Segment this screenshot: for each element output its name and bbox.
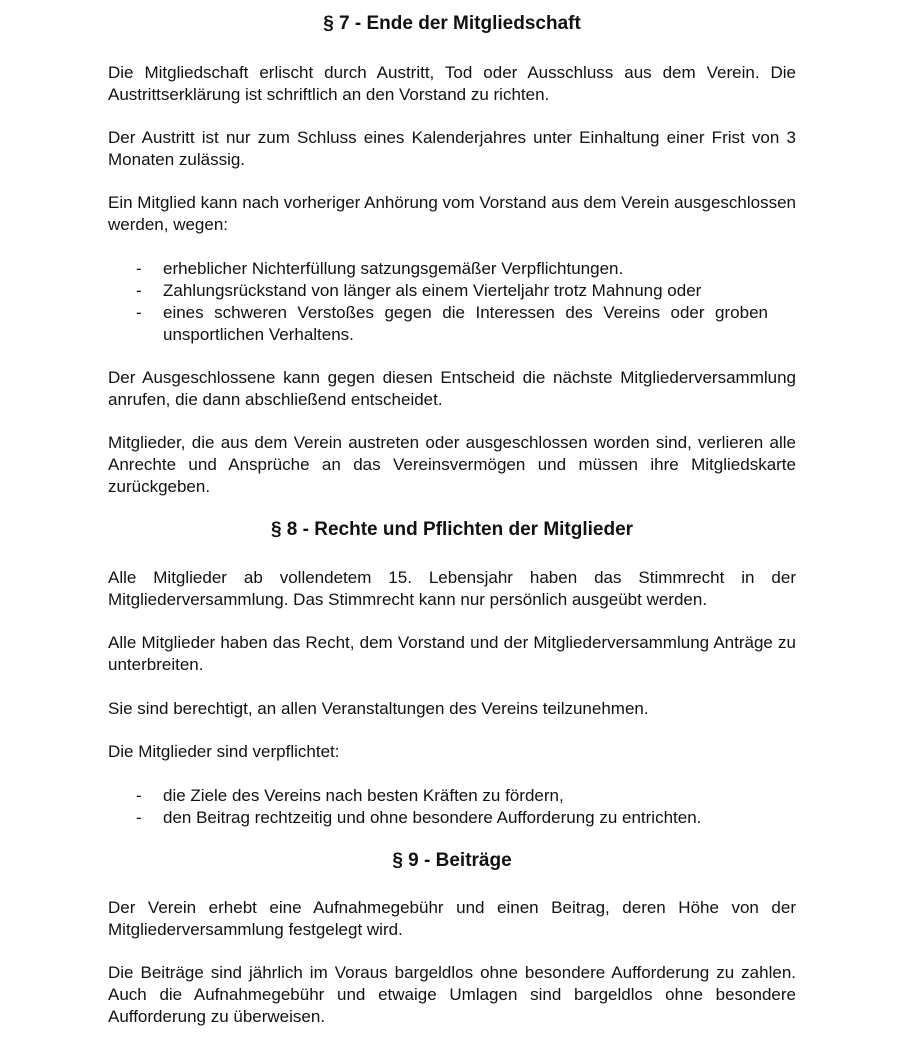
section-9-paragraph-1: Der Verein erhebt eine Aufnahmegebühr und einen Beitrag, deren Höhe von der Mitgliederversammlung festgelegt wird. [108,898,796,939]
section-8-paragraph-1: Alle Mitglieder ab vollendetem 15. Lebensjahr haben das Stimmrecht in der Mitgliederversammlung. Das Stimmrecht kann nur persönlich ausgeübt werden. [108,568,796,609]
list-item [108,280,768,302]
list-item [108,302,768,346]
list-item-text: erheblicher Nichterfüllung satzungsgemäßer Verpflichtungen. [163,259,624,278]
section-8-paragraph-2: Alle Mitglieder haben das Recht, dem Vorstand und der Mitgliederversammlung Anträge zu unterbreiten. [108,633,796,674]
list-item [108,785,768,807]
bullet-dash: - [136,808,142,827]
section-8-paragraph-4: Die Mitglieder sind verpflichtet: [108,742,340,761]
list-item-text: die Ziele des Vereins nach besten Kräften zu fördern, [163,786,564,805]
bullet-dash: - [136,281,142,300]
bullet-dash: - [136,303,142,322]
bullet-dash: - [136,786,142,805]
section-7-paragraph-3: Ein Mitglied kann nach vorheriger Anhörung vom Vorstand aus dem Verein ausgeschlossen werden, wegen: [108,193,796,234]
section-7-paragraph-5: Mitglieder, die aus dem Verein austreten oder ausgeschlossen worden sind, verlieren alle Anrechte und Ansprüche an das Vereinsvermögen und müssen ihre Mitgliedskarte zurückgeben. [108,433,796,496]
section-9-heading: § 9 - Beiträge [392,850,512,871]
section-8-heading: § 8 - Rechte und Pflichten der Mitglieder [270,519,634,540]
section-7-exclusion-list [108,258,768,346]
bullet-dash: - [136,259,142,278]
section-7-paragraph-4: Der Ausgeschlossene kann gegen diesen Entscheid die nächste Mitgliederversammlung anrufen, die dann abschließend entscheidet. [108,368,796,409]
section-8-duties-list [108,785,768,829]
section-7-paragraph-1: Die Mitgliedschaft erlischt durch Austritt, Tod oder Ausschluss aus dem Verein. Die Austrittserklärung ist schriftlich an den Vorstand zu richten. [108,63,796,104]
list-item [108,258,768,280]
section-7-heading: § 7 - Ende der Mitgliedschaft [323,13,581,34]
list-item-text: den Beitrag rechtzeitig und ohne besondere Aufforderung zu entrichten. [163,808,702,827]
section-8-paragraph-3: Sie sind berechtigt, an allen Veranstaltungen des Vereins teilzunehmen. [108,699,649,718]
list-item [108,807,768,829]
section-7-paragraph-2: Der Austritt ist nur zum Schluss eines Kalenderjahres unter Einhaltung einer Frist von 3 Monaten zulässig. [108,128,796,169]
section-9-paragraph-2: Die Beiträge sind jährlich im Voraus bargeldlos ohne besondere Aufforderung zu zahlen. Auch die Aufnahmegebühr und etwaige Umlagen sind bargeldlos ohne besondere Aufforderung zu überweisen. [108,963,796,1026]
list-item-text: eines schweren Verstoßes gegen die Interessen des Vereins oder groben unsportlichen Verhaltens. [163,303,768,344]
list-item-text: Zahlungsrückstand von länger als einem Vierteljahr trotz Mahnung oder [163,281,702,300]
